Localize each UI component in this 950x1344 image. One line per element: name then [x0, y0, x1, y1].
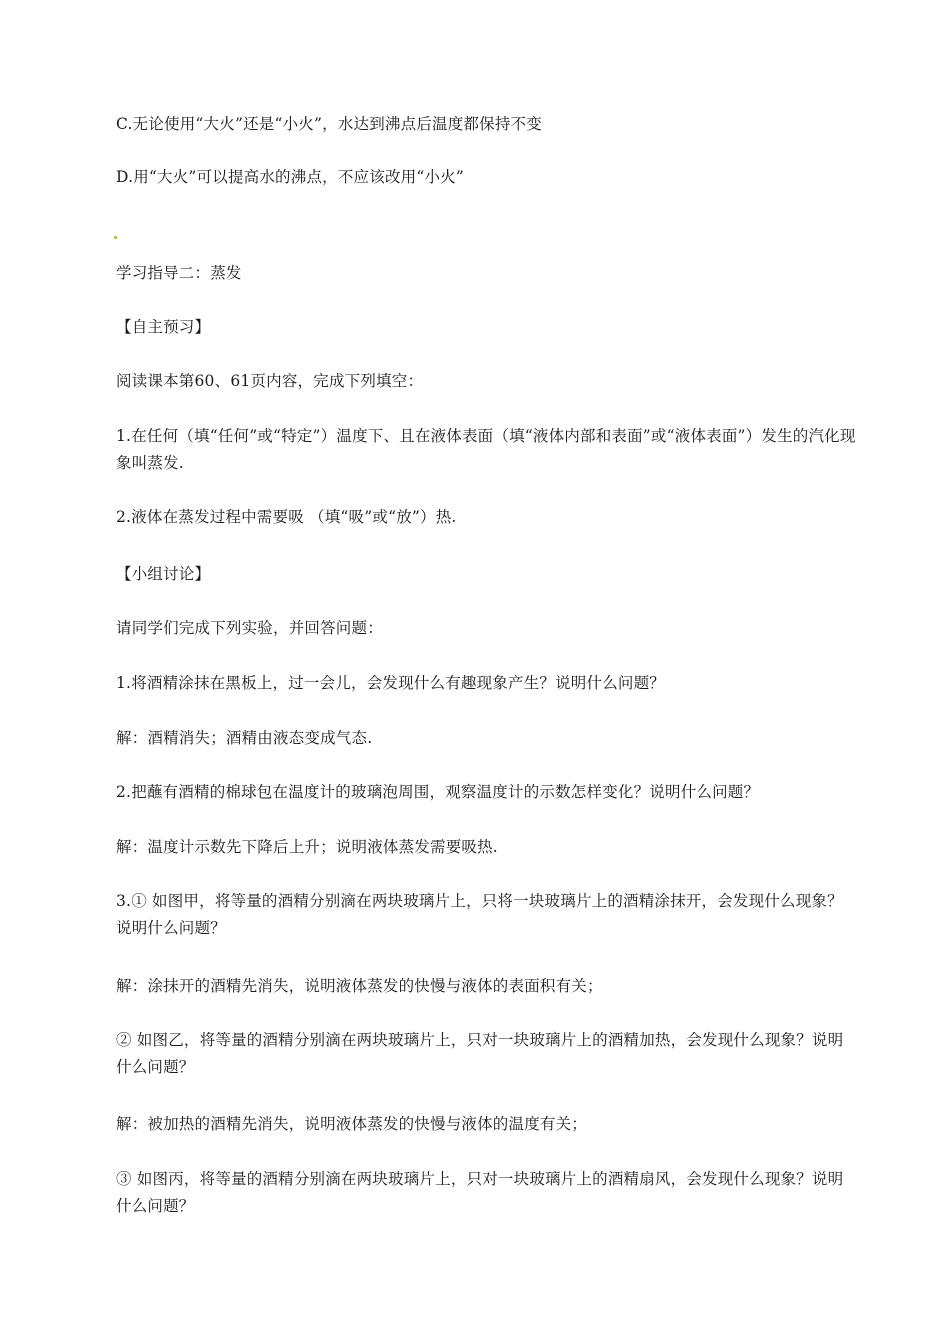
option-d: D.用“大火”可以提高水的沸点，不应该改用“小火”: [116, 168, 464, 186]
answer-2: 解：温度计示数先下降后上升；说明液体蒸发需要吸热.: [116, 838, 498, 856]
fill-blank-1: 1.在任何（填“任何”或“特定”）温度下、且在液体表面（填“液体内部和表面”或“液体表面”）发生的汽化现象叫蒸发.: [116, 427, 856, 472]
stray-mark: [114, 236, 117, 239]
question-2: 2.把蘸有酒精的棉球包在温度计的玻璃泡周围，观察温度计的示数怎样变化？说明什么问题？: [116, 783, 760, 801]
group-discussion-heading: 【小组讨论】: [116, 565, 211, 583]
answer-3-1: 解：涂抹开的酒精先消失，说明液体蒸发的快慢与液体的表面积有关；: [116, 977, 603, 995]
self-study-heading: 【自主预习】: [116, 318, 211, 336]
experiment-instruction: 请同学们完成下列实验，并回答问题：: [116, 619, 383, 637]
section-heading: 学习指导二：蒸发: [116, 264, 242, 282]
option-c: C.无论使用“大火”还是“小火”，水达到沸点后温度都保持不变: [116, 115, 542, 133]
question-1: 1.将酒精涂抹在黑板上，过一会儿，会发现什么有趣现象产生？说明什么问题？: [116, 674, 665, 692]
question-3-3: ③ 如图丙，将等量的酒精分别滴在两块玻璃片上，只对一块玻璃片上的酒精扇风，会发现什么现象？说明什么问题？: [116, 1170, 844, 1215]
question-3-2: ② 如图乙，将等量的酒精分别滴在两块玻璃片上，只对一块玻璃片上的酒精加热，会发现什么现象？说明什么问题？: [116, 1031, 844, 1076]
reading-instruction: 阅读课本第60、61页内容，完成下列填空：: [116, 372, 424, 390]
fill-blank-2: 2.液体在蒸发过程中需要吸 （填“吸”或“放”）热.: [116, 508, 457, 526]
answer-1: 解：酒精消失；酒精由液态变成气态.: [116, 729, 373, 747]
answer-3-2: 解：被加热的酒精先消失，说明液体蒸发的快慢与液体的温度有关；: [116, 1115, 588, 1133]
question-3-1: 3.① 如图甲，将等量的酒精分别滴在两块玻璃片上，只将一块玻璃片上的酒精涂抹开，会发现什么现象？说明什么问题？: [116, 892, 843, 937]
